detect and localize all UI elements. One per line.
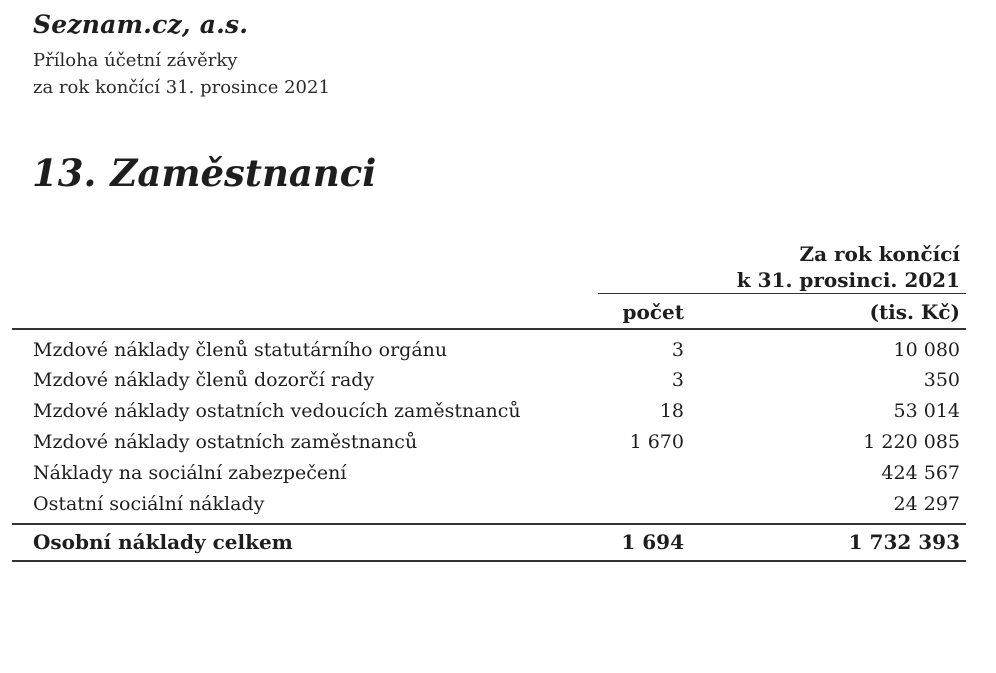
row-value: 350 [923, 369, 960, 391]
table-row [0, 493, 996, 523]
section-title [32, 151, 376, 195]
table-row [0, 339, 996, 369]
row-label: Mzdové náklady ostatních zaměstnanců [33, 431, 418, 453]
row-value: 24 297 [893, 493, 960, 515]
document-subtitle: Příloha účetní závěrky [33, 50, 238, 71]
row-label: Náklady na sociální zabezpečení [33, 462, 347, 484]
table-row [0, 462, 996, 492]
row-label: Mzdové náklady členů statutárního orgánu [33, 339, 448, 361]
row-value: 53 014 [893, 400, 960, 422]
row-count: 1 670 [629, 431, 684, 453]
table-row [0, 400, 996, 430]
row-value: 10 080 [893, 339, 960, 361]
total-row [0, 530, 996, 560]
column-header-value: (tis. Kč) [869, 300, 960, 324]
company-name: Seznam.cz, a.s. [33, 10, 249, 39]
row-label: Mzdové náklady ostatních vedoucích zaměstnanců [33, 400, 521, 422]
total-bottom-divider [12, 560, 966, 562]
section-name: Zaměstnanci [110, 151, 377, 195]
row-value: 1 220 085 [863, 431, 960, 453]
period-divider [598, 293, 966, 294]
row-count: 3 [671, 339, 684, 361]
period-subtitle: za rok končící 31. prosince 2021 [33, 77, 330, 98]
row-value: 424 567 [881, 462, 960, 484]
total-count: 1 694 [621, 530, 684, 554]
section-number: 13. [32, 151, 97, 195]
period-header-line1: Za rok končící [799, 242, 960, 266]
row-count: 18 [659, 400, 684, 422]
row-label: Mzdové náklady členů dozorčí rady [33, 369, 375, 391]
column-header-count: počet [622, 300, 684, 324]
row-count: 3 [671, 369, 684, 391]
table-row [0, 431, 996, 461]
header-divider [12, 328, 966, 330]
row-label: Ostatní sociální náklady [33, 493, 265, 515]
table-row [0, 369, 996, 399]
total-label: Osobní náklady celkem [33, 530, 293, 554]
total-value: 1 732 393 [848, 530, 960, 554]
total-top-divider [12, 523, 966, 525]
period-header-line2: k 31. prosinci. 2021 [736, 268, 960, 292]
